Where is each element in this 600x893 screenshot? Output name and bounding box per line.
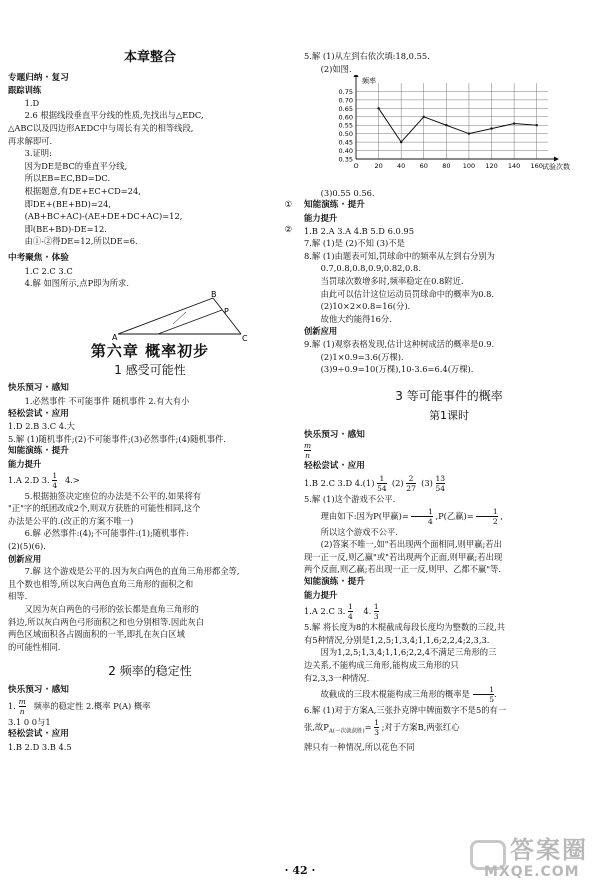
answer-text: 4. bbox=[363, 606, 372, 617]
answer-line: (2)答案不唯一,如"若出现两个面相同,则甲赢;若出 bbox=[320, 539, 502, 550]
fraction-numerator: m bbox=[304, 441, 312, 451]
answer-line: (2)10×2×0.8=16(分). bbox=[320, 301, 411, 312]
fraction-numerator: 2 bbox=[406, 474, 416, 484]
x-tick-label: 140 bbox=[507, 162, 521, 171]
answer-text: 1.B 2.C 3.D 4.(1) bbox=[304, 478, 375, 489]
answer-line: 有2,3,3一种情况. bbox=[304, 672, 370, 683]
x-tick-label: 160 bbox=[530, 162, 543, 171]
y-tick-label: 0.75 bbox=[338, 88, 353, 97]
answer-line: 故他大约能得16分. bbox=[320, 313, 392, 324]
answer-text: 4.> bbox=[65, 474, 80, 485]
answer-line: 两个反面,则乙赢;若出现一正一反,则甲、乙都不赢"等. bbox=[304, 564, 502, 575]
fraction-numerator: 1 bbox=[52, 470, 58, 480]
fraction bbox=[436, 474, 446, 493]
try-header: 轻松尝试 · 应用 bbox=[8, 408, 69, 419]
answer-line: 现一正一反,则乙赢"或"若出现两个正面,则甲赢;若出现 bbox=[304, 551, 503, 562]
answer-line: 边关系,不能构成三角形,能构成三角形的只 bbox=[304, 660, 459, 670]
answer-line: 5.解 (1)这个游戏不公平. bbox=[304, 494, 396, 505]
answer-line: 所以EB=EC,BD=DC. bbox=[24, 173, 111, 184]
answer-text: 1.A 2.D 3. bbox=[8, 474, 50, 485]
answer-line: 5.解 将长度为8的木棍截成每段长度均为整数的三段,共 bbox=[304, 622, 506, 633]
fraction-denominator: 54 bbox=[377, 484, 387, 494]
right-column bbox=[304, 0, 594, 754]
chapter-6-title: 第六章 概率初步 bbox=[90, 342, 210, 361]
data-point bbox=[400, 141, 402, 143]
answer-line: 7.解 (1)是 (2)不知 (3)不是 bbox=[304, 238, 405, 249]
segment-perp bbox=[158, 310, 222, 334]
answer-line: 相等. bbox=[8, 591, 28, 602]
answer-line: 当罚球次数增多时,频率稳定在0.8附近. bbox=[320, 275, 464, 286]
answer-line: 由①-②得DE=12,所以DE=6. bbox=[24, 236, 138, 247]
fraction-numerator: 1 bbox=[476, 507, 497, 517]
data-point bbox=[377, 107, 379, 109]
fraction-denominator: 4 bbox=[52, 480, 58, 490]
answer-line: 所以这个游戏不公平. bbox=[320, 526, 398, 537]
fraction bbox=[377, 474, 387, 493]
fraction-denominator: 5 bbox=[489, 695, 494, 705]
answer-line: 因为DE是BC的垂直平分线, bbox=[24, 160, 128, 171]
label-a: A bbox=[112, 332, 118, 342]
answer-line: 且个数也相等,所以灰白两色直角三角形的面积之和 bbox=[8, 578, 194, 589]
fraction-numerator: 13 bbox=[435, 474, 446, 484]
fraction bbox=[304, 441, 311, 460]
section-3-title: 3 等可能事件的概率 bbox=[395, 388, 503, 403]
practice-header: 知能演练 · 提升 bbox=[304, 577, 365, 588]
answer-line bbox=[8, 223, 292, 236]
segment-ab bbox=[118, 298, 213, 334]
zhongkao-header: 中考聚焦 · 体验 bbox=[8, 252, 69, 263]
answer-line: 5.解 (1)随机事件;(2)不可能事件;(3)必然事件;(4)随机事件. bbox=[8, 433, 226, 444]
fraction bbox=[411, 507, 432, 526]
answer-text: 张,故P bbox=[304, 721, 329, 732]
answer-line: 由此可以估计这位运动员罚球命中的概率为0.8. bbox=[320, 288, 495, 299]
chart-grid bbox=[356, 83, 548, 159]
fraction-denominator: 54 bbox=[435, 484, 446, 494]
fraction bbox=[19, 697, 26, 716]
page-number: · 42 · bbox=[284, 864, 316, 877]
equation-mark: ① bbox=[284, 198, 292, 209]
answer-line: 1.D bbox=[24, 97, 40, 108]
fraction bbox=[406, 474, 416, 493]
fraction bbox=[473, 685, 494, 704]
answer-text: 故截成的三段木棍能构成三角形的概率是 bbox=[320, 689, 470, 700]
answer-text: 理由如下:因为P(甲赢)= bbox=[320, 510, 409, 521]
ability-header: 能力提升 bbox=[304, 589, 338, 600]
topic-header: 专题归纳 · 复习 bbox=[8, 72, 69, 83]
answer-text: , bbox=[500, 510, 503, 521]
answer-line: 5.解 (1)从左到右依次填:18,0.55. bbox=[304, 51, 430, 61]
y-tick-label: 0.55 bbox=[338, 121, 353, 130]
answer-line bbox=[304, 717, 594, 742]
equation-text: 即DE+(BE+BD)=24, bbox=[24, 198, 112, 209]
answer-line: 2.6 根据线段垂直平分线的性质,先找出与△EDC, bbox=[24, 110, 204, 121]
fraction bbox=[374, 602, 379, 621]
answer-line: 的可能性相同. bbox=[8, 641, 61, 652]
label-p: P bbox=[224, 306, 229, 316]
answer-line: 0.7,0.8,0.8,0.9,0.82,0.8. bbox=[320, 263, 421, 274]
try-header: 轻松尝试 · 应用 bbox=[304, 461, 365, 472]
answer-line bbox=[304, 441, 594, 460]
left-column bbox=[8, 0, 292, 753]
answer-line: 1.C 2.C 3.C bbox=[24, 265, 73, 276]
watermark-top: 答案圈 bbox=[510, 836, 588, 864]
answer-line: 6.解 (1)对于方案A,三张扑克牌中牌面数字不是5的有一 bbox=[304, 705, 507, 716]
answer-line: 故截成的三段木棍能构成三角形的概率是 $\frac{1}{5}$ . bbox=[320, 685, 497, 705]
answer-line: 4.解 如图所示,点P即为所求. bbox=[24, 278, 129, 289]
answer-line: 5.根据抽签决定座位的办法是不公平的.如果将有 bbox=[24, 490, 202, 501]
answer-line bbox=[304, 601, 594, 621]
y-tick-label: 0.70 bbox=[338, 96, 353, 105]
fraction-denominator: 2 bbox=[492, 516, 498, 526]
answer-line: (2)1×0.9=3.6(万棵). bbox=[320, 351, 404, 362]
data-point bbox=[490, 128, 492, 130]
answer-line: 3.1 0 0与1 bbox=[8, 716, 51, 727]
answer-text: 1.A 2.C 3. bbox=[304, 606, 346, 617]
fraction bbox=[476, 507, 497, 526]
answer-line: 因为1,2,5;1,3,4;1,1,6;2,2,4不满足三角形的三 bbox=[320, 647, 497, 658]
answer-line: 1.B 2.C 3.D 4.(1) $\frac{1}{54}$ (2) $\frac{2}{27}$ (3) $\frac{13}{54}$ bbox=[304, 474, 446, 494]
follow-header: 跟踪训练 bbox=[8, 85, 42, 96]
watermark-bottom: MXQE.COM bbox=[484, 864, 580, 880]
answer-line: 6.解 必然事件:(4);不可能事件:(1);随机事件: bbox=[24, 528, 189, 539]
fraction bbox=[348, 602, 353, 621]
y-tick-label: 0.60 bbox=[338, 113, 353, 122]
data-point bbox=[468, 133, 470, 135]
data-point bbox=[423, 116, 425, 118]
answer-line: 7.解 这个游戏是公平的.因为灰白两色的直角三角形都全等, bbox=[24, 566, 240, 577]
chart-x-ticks bbox=[353, 162, 542, 170]
preview-header: 快乐预习 · 感知 bbox=[304, 429, 365, 440]
fraction-denominator: 3 bbox=[374, 727, 379, 737]
innovation-header: 创新应用 bbox=[8, 553, 42, 564]
answer-line: 再求解即可. bbox=[8, 135, 53, 146]
answer-line: 1. $\frac{m}{n}$ 频率的稳定性 2.概率 P(A) 概率 bbox=[8, 696, 151, 716]
label-b: B bbox=[211, 289, 217, 299]
x-tick-label: 80 bbox=[442, 162, 451, 171]
answer-text: ,P(乙赢)= bbox=[435, 510, 474, 521]
answer-line: (2)(5)(6). bbox=[8, 541, 46, 551]
equation-mark: ② bbox=[284, 223, 292, 234]
y-tick-label: 0.35 bbox=[338, 155, 353, 164]
data-point bbox=[513, 123, 515, 125]
innovation-header: 创新应用 bbox=[304, 326, 338, 337]
ability-header: 能力提升 bbox=[304, 212, 338, 223]
ability-header: 能力提升 bbox=[8, 459, 42, 470]
y-tick-label: 0.40 bbox=[338, 147, 353, 156]
watermark-logo bbox=[470, 830, 594, 888]
label-c: C bbox=[242, 333, 248, 342]
answer-line: 1.D 2.B 3.C 4.大 bbox=[8, 421, 75, 432]
x-tick-label: O bbox=[353, 162, 359, 171]
answer-text: = bbox=[364, 721, 372, 732]
preview-header: 快乐预习 · 感知 bbox=[8, 684, 69, 695]
data-point bbox=[536, 124, 538, 126]
y-axis-arrow bbox=[354, 75, 359, 77]
y-tick-label: 0.50 bbox=[338, 130, 353, 139]
answer-line: (3)9÷0.9=10(万棵),10-3.6=6.4(万棵). bbox=[320, 364, 474, 375]
chart-y-ticks bbox=[339, 88, 353, 164]
frequency-chart bbox=[304, 75, 594, 183]
fraction-numerator: 1 bbox=[373, 602, 379, 612]
y-axis-label: 频率 bbox=[362, 77, 376, 86]
fraction-numerator: 1 bbox=[374, 717, 379, 727]
x-tick-label: 100 bbox=[462, 162, 476, 171]
answer-line: 1.必然事件 不可能事件 随机事件 2.有大有小 bbox=[24, 396, 190, 407]
data-point bbox=[445, 124, 447, 126]
section-1-title: 1 感受可能性 bbox=[114, 362, 186, 377]
answer-text: 频率的稳定性 2.概率 P(A) 概率 bbox=[33, 700, 151, 711]
answer-line: (AB+BC+AC)-(AE+DE+DC+AC)=12, bbox=[24, 211, 183, 222]
answer-line bbox=[8, 198, 292, 211]
fraction-denominator: 27 bbox=[406, 484, 416, 494]
preview-header: 快乐预习 · 感知 bbox=[8, 383, 69, 394]
fraction-numerator: 1 bbox=[348, 602, 353, 612]
answer-line: 有5种情况,分别是1,2,5;1,3,4;1,1,6;2,2,4;2,3,3. bbox=[304, 634, 490, 645]
segment-bc bbox=[213, 298, 241, 334]
x-axis-label: 试验次数 bbox=[542, 163, 570, 172]
fraction-denominator: n bbox=[19, 706, 25, 716]
answer-line: △ABC以及四边形AEDC中与周长有关的相等线段, bbox=[8, 122, 194, 133]
x-tick-label: 20 bbox=[374, 162, 383, 171]
answer-line: 斜边,所以灰白两色弓形面积之和也分别相等.因此灰白 bbox=[8, 616, 205, 627]
fraction-numerator: 1 bbox=[473, 685, 494, 695]
fraction bbox=[374, 718, 379, 737]
x-axis-arrow bbox=[554, 157, 559, 162]
lesson-title: 第1课时 bbox=[429, 409, 469, 423]
y-tick-label: 0.45 bbox=[338, 138, 353, 147]
answer-line bbox=[8, 471, 292, 490]
answer-line: 1.B 2.A 3.A 4.B 5.D 6.0.95 bbox=[304, 225, 414, 236]
fraction-numerator: 1 bbox=[411, 507, 432, 517]
x-tick-label: 120 bbox=[485, 162, 498, 171]
fraction-numerator: m bbox=[18, 696, 26, 706]
chart-axes bbox=[354, 75, 560, 162]
answer-line: 办法是公平的.(改正的方案不唯一) bbox=[8, 515, 134, 526]
x-tick-label: 40 bbox=[397, 162, 406, 171]
triangle-figure bbox=[8, 290, 292, 342]
practice-header: 知能演练 · 提升 bbox=[8, 446, 69, 457]
subscript: A(一次就获胜) bbox=[328, 728, 365, 735]
equation-text: 即(BE+BD)-DE=12. bbox=[24, 223, 107, 234]
answer-line: 1.B 2.D 3.B 4.5 bbox=[8, 741, 72, 752]
answer-line: 3.证明: bbox=[24, 148, 52, 159]
answer-line: "正"字的纸团改成2个,则双方获胜的可能性相同,这个 bbox=[8, 503, 201, 514]
section-2-title: 2 频率的稳定性 bbox=[108, 664, 192, 679]
x-tick-label: 60 bbox=[419, 162, 428, 171]
fraction bbox=[52, 471, 57, 490]
answer-line bbox=[304, 506, 594, 526]
bisector-mark bbox=[173, 312, 186, 324]
answer-line: (2)如图. bbox=[320, 63, 352, 74]
answer-line: 又因为灰白两色的弓形的弦长都是直角三角形的 bbox=[24, 603, 199, 614]
chapter-review-title: 本章整合 bbox=[123, 50, 176, 65]
answer-line: 8.解 (1)由题表可知,罚球命中的频率从左到右分别为 bbox=[304, 250, 495, 261]
answer-line: 牌只有一种情况,所以花色不同 bbox=[304, 742, 415, 753]
fraction-denominator: 3 bbox=[373, 612, 379, 622]
answer-line: 9.解 (1)观察表格发现,估计这种树成活的概率是0.9. bbox=[304, 338, 495, 349]
y-tick-label: 0.65 bbox=[338, 105, 353, 114]
answer-line: 根据题意,有DE+EC+CD=24, bbox=[24, 185, 141, 196]
try-header: 轻松尝试 · 应用 bbox=[8, 729, 69, 740]
fraction-denominator: 4 bbox=[348, 612, 353, 622]
fraction-denominator: n bbox=[305, 451, 310, 461]
fraction-numerator: 1 bbox=[377, 474, 387, 484]
answer-text: ;对于方案B,两张红心 bbox=[381, 721, 460, 732]
answer-line: 两色区域面积各占圆面积的一半,即扎在灰白区域 bbox=[8, 629, 185, 640]
practice-header: 知能演练 · 提升 bbox=[304, 200, 365, 211]
fraction-denominator: 4 bbox=[428, 516, 433, 526]
answer-line: (3)0.55 0.56. bbox=[320, 187, 375, 198]
